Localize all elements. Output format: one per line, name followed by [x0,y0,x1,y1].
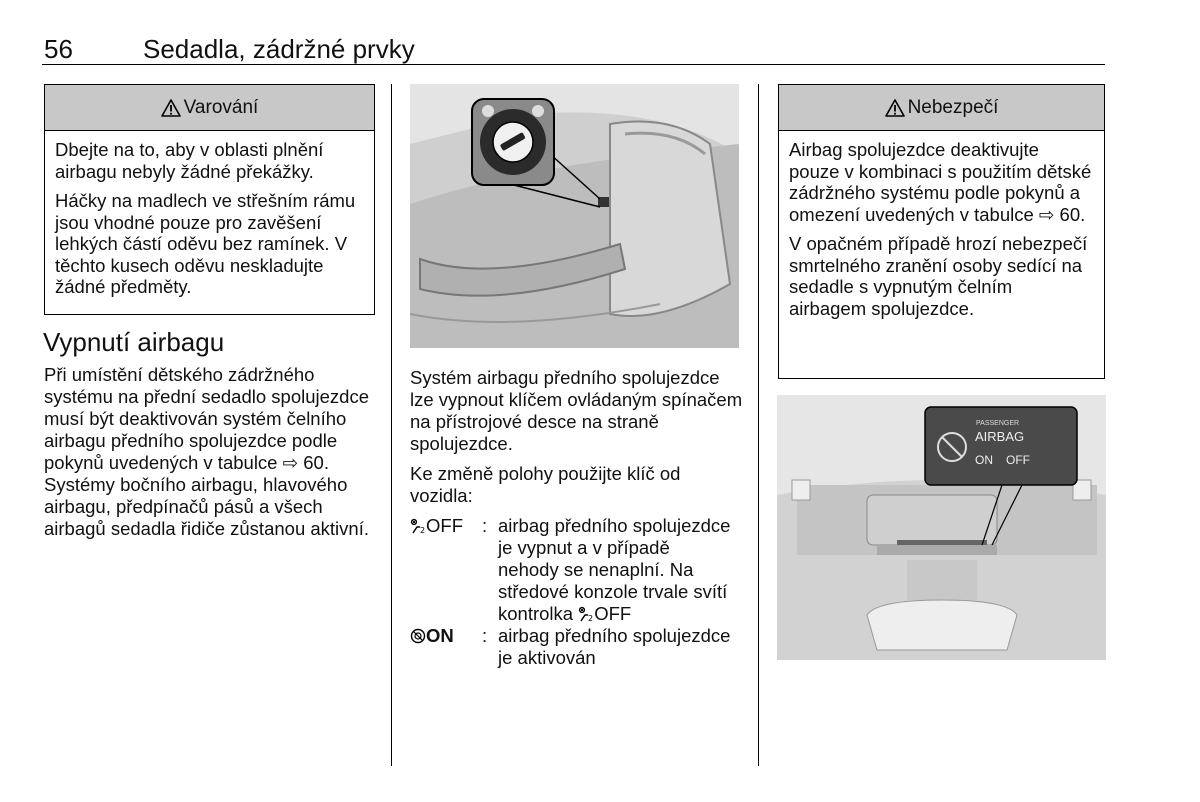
svg-text:2: 2 [588,614,594,622]
page-title: Sedadla, zádržné prvky [143,34,415,64]
warning-paragraph: Háčky na madlech ve střešním rámu jsou vhodné pouze pro zavěšení lehkých částí oděvu bez ramínek. V těchto kusech oděvu neskladujte žádné předměty. [55,190,356,297]
airbag-indicator-photo [777,395,1106,660]
warning-box-title: Varování [183,96,259,118]
legend-colon: : [482,515,488,536]
danger-paragraph: Airbag spolujezdce deaktivujte pouze v kombinaci s použitím dětské zádržného systému podle pokynů a omezení uvedených v tabulce ⇨ 60. [789,139,1092,225]
indicator-label-small: PASSENGER [976,420,1020,427]
column-divider [391,84,392,766]
middle-paragraph: Systém airbagu předního spolujezdce lze vypnout klíčem ovládaným spínačem na přístrojové desce na straně spolujezdce. [410,367,743,454]
svg-text:2: 2 [420,526,426,534]
danger-box-title: Nebezpečí [907,96,999,118]
section-paragraph: Při umístění dětského zádržného systému na přední sedadlo spolujezdce musí být deaktivován systém čelního airbagu předního spolujezdce podle pokynů uvedených v tabulce ⇨ 60. Systémy bočního airbagu, hlavového airbagu, předpínačů pásů a všech airbagů sedadla řidiče zůstanou aktivní. [44,364,369,539]
warning-paragraph: Dbejte na to, aby v oblasti plnění airbagu nebyly žádné překážky. [55,139,324,182]
indicator-label-off: OFF [1006,453,1030,467]
legend-description: airbag předního spolujezdce je vypnut a v případě nehody se nenaplní. Na středové konzole trvale svítí kontrolka 2 OFF [498,515,731,624]
middle-text [410,367,745,669]
airbag-on-icon [410,628,426,644]
airbag-off-icon [410,518,426,534]
warning-box-header [45,85,374,131]
danger-box-header [779,85,1104,131]
legend-colon: : [482,625,488,646]
column-divider [758,84,759,766]
airbag-off-icon [578,606,594,622]
header-rule [42,64,1105,65]
section-heading: Vypnutí airbagu [43,327,225,357]
warning-box [44,84,375,315]
airbag-key-switch-photo [410,84,739,348]
legend-key: 2 OFF [410,515,482,625]
danger-box [778,84,1105,379]
indicator-label-on: ON [975,453,993,467]
overhead-console-illustration [777,395,1106,660]
middle-paragraph: Ke změně polohy použijte klíč od vozidla: [410,463,681,506]
warning-triangle-icon [161,99,181,117]
indicator-label-airbag: AIRBAG [975,429,1025,444]
danger-box-body [779,131,1104,325]
page-number: 56 [44,34,73,64]
legend-description: airbag předního spolujezdce je aktivován [498,625,731,668]
section-body [44,364,379,548]
legend-key: ON [410,625,482,669]
legend-row-on [410,625,745,669]
warning-box-body [45,131,374,304]
legend-row-off [410,515,745,625]
danger-paragraph: V opačném případě hrozí nebezpečí smrtelného zranění osoby sedící na sedadle s vypnutým čelním airbagem spolujezdce. [789,233,1088,319]
warning-triangle-icon [885,99,905,117]
